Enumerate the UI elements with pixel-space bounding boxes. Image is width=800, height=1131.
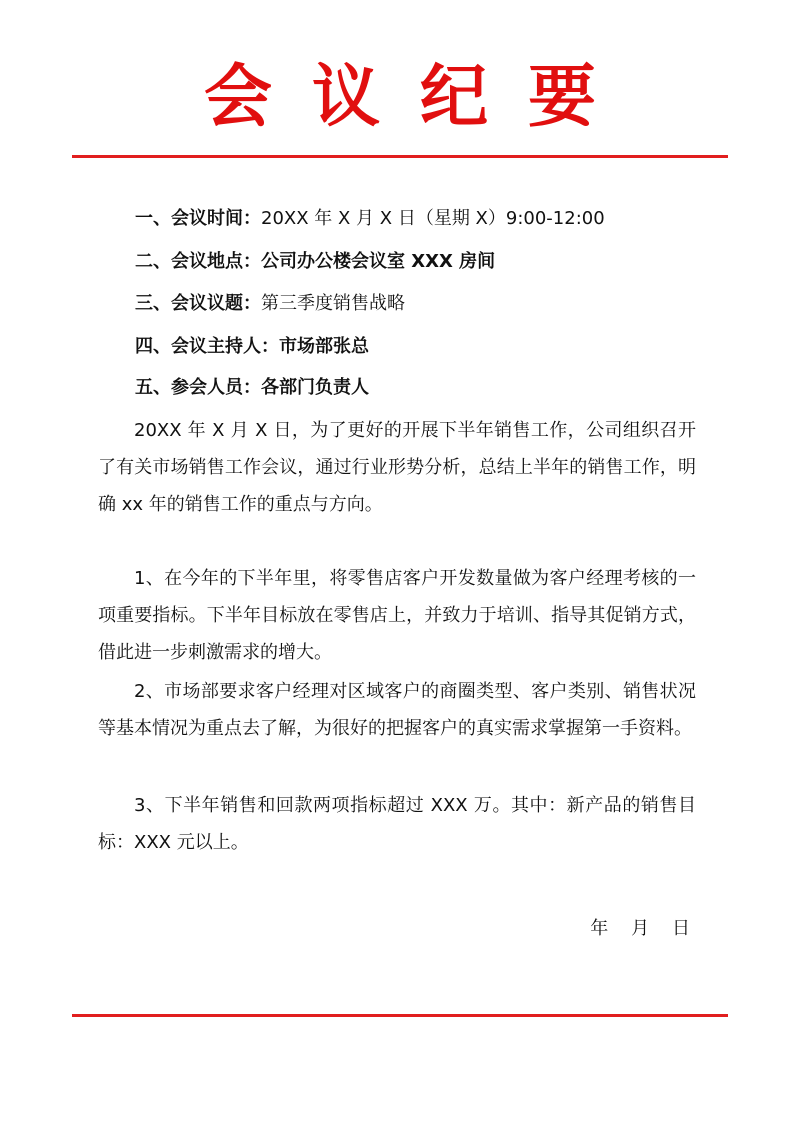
meeting-host-row: [135, 333, 695, 361]
meeting-host-label: 四、会议主持人：: [135, 336, 279, 357]
meeting-place-label: 二、会议地点：: [135, 251, 261, 272]
meeting-attendees-row: [135, 374, 695, 402]
item-2-paragraph: 2、市场部要求客户经理对区域客户的商圈类型、客户类别、销售状况等基本情况为重点去了解，为很好的把握客户的真实需求掌握第一手资料。: [98, 681, 696, 739]
meeting-topic-row: [135, 290, 695, 318]
meeting-attendees-label: 五、参会人员：: [135, 377, 261, 398]
meeting-topic-label: 三、会议议题：: [135, 293, 261, 314]
meeting-host-value: 市场部张总: [279, 336, 369, 357]
meeting-time-row: [135, 205, 695, 233]
item-3-paragraph: 3、下半年销售和回款两项指标超过 XXX 万。其中：新产品的销售目标：XXX 元以上。: [98, 795, 696, 853]
intro-paragraph: 20XX 年 X 月 X 日，为了更好的开展下半年销售工作，公司组织召开了有关市场销售工作会议，通过行业形势分析，总结上半年的销售工作，明确 xx 年的销售工作的重点与方向。: [98, 420, 696, 515]
document-title: 会议纪要: [203, 57, 636, 137]
bottom-divider: [72, 1014, 728, 1017]
meeting-place-row: [135, 248, 695, 276]
meeting-place-value: 公司办公楼会议室 XXX 房间: [261, 251, 496, 272]
top-divider: [72, 155, 728, 158]
meeting-time-value: 20XX 年 X 月 X 日（星期 X）9:00-12:00: [261, 208, 605, 229]
item-1-paragraph: 1、在今年的下半年里，将零售店客户开发数量做为客户经理考核的一项重要指标。下半年目标放在零售店上，并致力于培训、指导其促销方式，借此进一步刺激需求的增大。: [98, 568, 696, 663]
meeting-topic-value: 第三季度销售战略: [261, 293, 405, 314]
date-line: 年 月 日: [590, 918, 690, 939]
meeting-time-label: 一、会议时间：: [135, 208, 261, 229]
meeting-attendees-value: 各部门负责人: [261, 377, 369, 398]
